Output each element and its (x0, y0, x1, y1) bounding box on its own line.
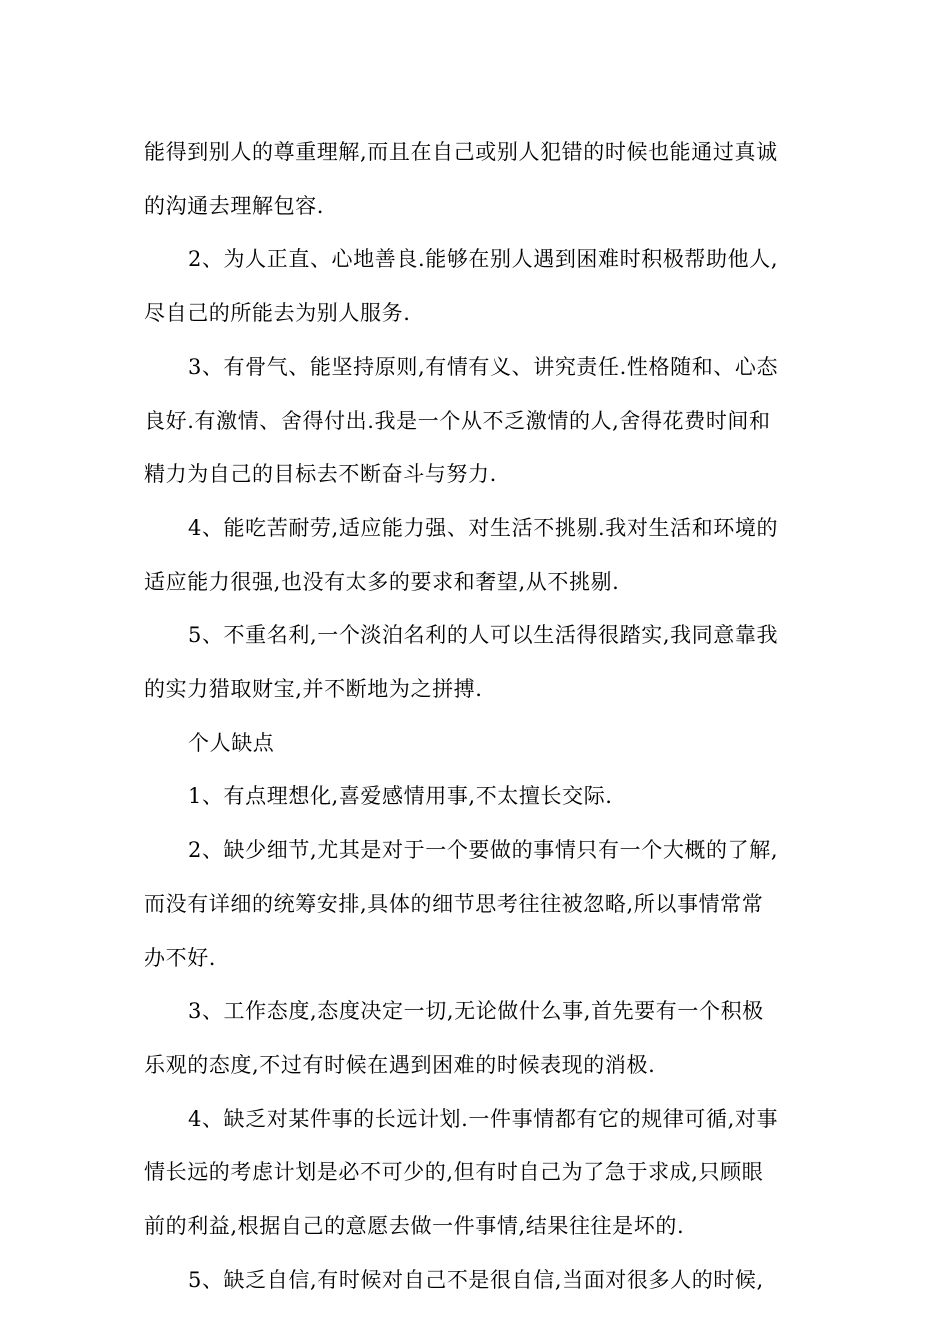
paragraph-strength-3: 3、有骨气、能坚持原则,有情有义、讲究责任.性格随和、心态 良好.有激情、舍得付出.我是一个从不乏激情的人,舍得花费时间和 精力为自己的目标去不断奋斗与努力. (144, 354, 779, 487)
document-body (144, 126, 814, 1307)
paragraph-continuation: 能得到别人的尊重理解,而且在自己或别人犯错的时候也能通过真诚 的沟通去理解包容. (144, 140, 778, 218)
paragraph-weakness-2: 2、缺少细节,尤其是对于一个要做的事情只有一个大概的了解, 而没有详细的统筹安排,具体的细节思考往往被忽略,所以事情常常 办不好. (144, 838, 779, 970)
paragraph-weakness-5: 5、缺乏自信,有时候对自己不是很自信,当面对很多人的时候, (188, 1267, 764, 1292)
paragraph-weakness-3: 3、工作态度,态度决定一切,无论做什么事,首先要有一个积极 乐观的态度,不过有时候在遇到困难的时候表现的消极. (144, 999, 764, 1077)
section-heading-weaknesses: 个人缺点 (188, 730, 275, 755)
paragraph-strength-4: 4、能吃苦耐劳,适应能力强、对生活不挑剔.我对生活和环境的 适应能力很强,也没有太多的要求和奢望,从不挑剔. (144, 515, 779, 594)
paragraph-strength-2: 2、为人正直、心地善良.能够在别人遇到困难时积极帮助他人, 尽自己的所能去为别人服务. (144, 247, 779, 326)
paragraph-strength-5: 5、不重名利,一个淡泊名利的人可以生活得很踏实,我同意靠我 的实力猎取财宝,并不断地为之拼搏. (144, 623, 779, 702)
paragraph-weakness-1: 1、有点理想化,喜爱感情用事,不太擅长交际. (188, 784, 613, 809)
paragraph-weakness-4: 4、缺乏对某件事的长远计划.一件事情都有它的规律可循,对事 情长远的考虑计划是必不可少的,但有时自己为了急于求成,只顾眼 前的利益,根据自己的意愿去做一件事情,结果往往是坏的. (144, 1106, 779, 1239)
